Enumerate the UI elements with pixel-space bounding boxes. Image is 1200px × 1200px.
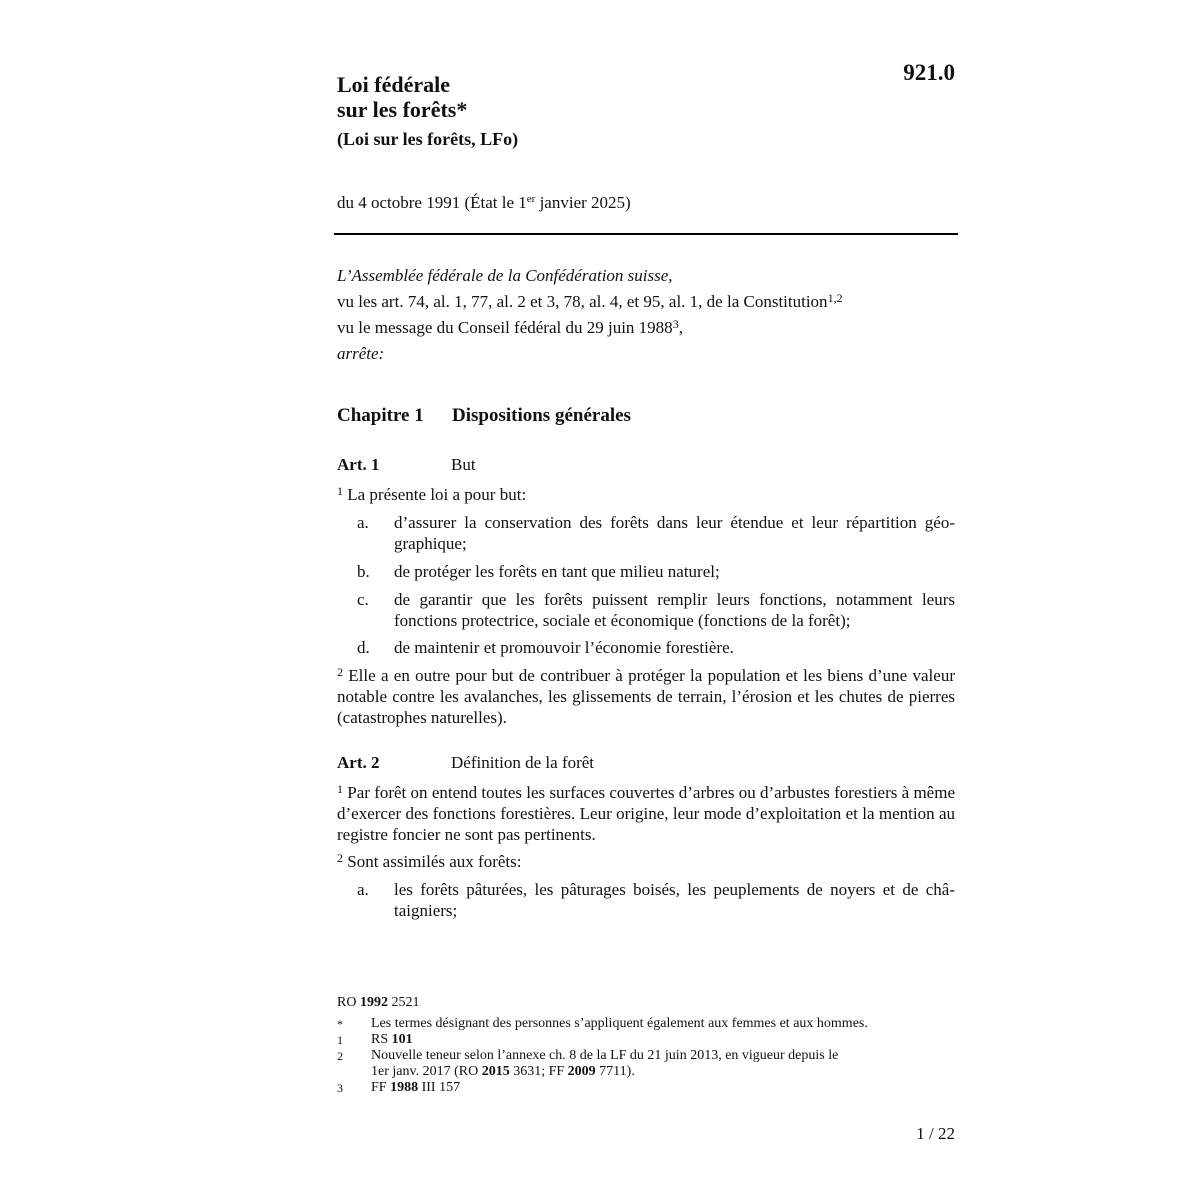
footnote-ref-1-2[interactable]: 1,2 — [827, 291, 843, 305]
law-short-title: (Loi sur les forêts, LFo) — [337, 129, 519, 149]
date-text: du 4 octobre 1991 (État le 1 — [337, 193, 527, 212]
paragraph-text: La présente loi a pour but: — [343, 485, 527, 504]
article-1-item-d — [357, 637, 955, 658]
ro-page: 2521 — [387, 995, 420, 1010]
item-text: d’assurer la conservation des forêts dans leur étendue et leur répartition géo-graphique; — [394, 513, 955, 553]
footnote-text: Nouvelle teneur selon l’annexe ch. 8 de la LF du 21 juin 2013, en vigueur depuis le 1er janv. 2017 (RO 2015 3631; FF 2009 7711). — [371, 1048, 839, 1079]
law-title — [337, 72, 467, 122]
paragraph-text: Par forêt on entend toutes les surfaces couvertes d’arbres ou d’arbustes forestiers à même d’exercer des fonctions forestières. Leur origine, leur mode d’exploitation et la mention au registre foncier ne sont pas pertinents. — [337, 783, 955, 844]
preamble — [337, 263, 957, 367]
footnote-3 — [337, 1080, 957, 1096]
footnote-text: Les termes désignant des personnes s’appliquent également aux femmes et aux hommes. — [371, 1016, 868, 1031]
title-line-2: sur les forêts* — [337, 97, 468, 122]
footnote-text: RS 101 — [371, 1032, 413, 1047]
footnote-ref-3[interactable]: 3 — [672, 317, 679, 331]
footnote-marker: 1 — [337, 1033, 343, 1047]
preamble-comma: , — [678, 318, 683, 337]
item-letter: c. — [357, 590, 369, 609]
article-2-title: Définition de la forêt — [451, 753, 595, 772]
article-2-paragraph-1 — [337, 782, 955, 845]
article-2-paragraph-2 — [337, 851, 955, 872]
title-separator — [334, 233, 958, 235]
preamble-line-1: L’Assemblée fédérale de la Confédération suisse, — [337, 266, 673, 285]
article-1-item-c — [357, 589, 955, 631]
item-text: de protéger les forêts en tant que milieu naturel; — [394, 562, 720, 581]
page-number: 1 / 22 — [916, 1124, 955, 1143]
article-1-paragraph-1 — [337, 484, 955, 505]
article-1-number: Art. 1 — [337, 455, 380, 474]
footnote-marker: 2 — [337, 1049, 343, 1063]
item-text: les forêts pâturées, les pâturages boisés, les peuplements de noyers et de châ-taigniers; — [394, 880, 955, 920]
footnote-1 — [337, 1032, 957, 1048]
chapter-heading — [337, 405, 631, 427]
paragraph-number: 1 — [337, 484, 343, 498]
footnote-marker: 3 — [337, 1081, 343, 1095]
article-2-number: Art. 2 — [337, 753, 380, 772]
paragraph-number: 1 — [337, 782, 343, 796]
footnote-text: FF 1988 III 157 — [371, 1080, 461, 1095]
item-letter: a. — [357, 513, 369, 532]
official-compilation-ref — [337, 995, 419, 1011]
paragraph-text: Sont assimilés aux forêts: — [343, 852, 522, 871]
chapter-title: Dispositions générales — [452, 405, 631, 426]
paragraph-text: Elle a en outre pour but de contribuer à protéger la population et les biens d’une valeur notable contre les avalanches, les glissements de terrain, l’érosion et les chutes de pierres (catastrophes naturelles). — [337, 666, 955, 727]
article-1-title: But — [451, 455, 476, 474]
paragraph-number: 2 — [337, 851, 343, 865]
article-2-heading — [337, 753, 594, 773]
date-ordinal: er — [526, 193, 536, 205]
preamble-line-4: arrête: — [337, 344, 385, 363]
law-date — [337, 193, 631, 213]
article-1-paragraph-2 — [337, 665, 955, 728]
item-letter: b. — [357, 562, 370, 581]
date-text-end: janvier 2025) — [535, 193, 631, 212]
article-1-heading — [337, 455, 476, 475]
item-text: de garantir que les forêts puissent remplir leurs fonctions, notamment leurs fonctions protectrice, sociale et économique (fonctions de la forêt); — [394, 590, 955, 630]
footnote-2 — [337, 1048, 957, 1080]
preamble-line-2 — [337, 289, 957, 315]
footnote-marker: * — [337, 1017, 343, 1031]
title-line-1: Loi fédérale — [337, 72, 451, 97]
paragraph-number: 2 — [337, 665, 343, 679]
ro-label: RO — [337, 995, 360, 1010]
preamble-message: vu le message du Conseil fédéral du 29 juin 1988 — [337, 318, 673, 337]
preamble-line-3 — [337, 315, 957, 341]
article-2-item-a — [357, 879, 955, 921]
article-1-item-a — [357, 512, 955, 554]
ro-year: 1992 — [359, 995, 388, 1010]
chapter-number: Chapitre 1 — [337, 405, 424, 426]
item-letter: d. — [357, 638, 370, 657]
footnote-star — [337, 1016, 957, 1032]
item-text: de maintenir et promouvoir l’économie forestière. — [394, 638, 734, 657]
item-letter: a. — [357, 880, 369, 899]
article-1-item-b — [357, 561, 955, 582]
systematic-number: 921.0 — [903, 60, 955, 85]
preamble-constitution: vu les art. 74, al. 1, 77, al. 2 et 3, 78, al. 4, et 95, al. 1, de la Constitution — [337, 292, 828, 311]
